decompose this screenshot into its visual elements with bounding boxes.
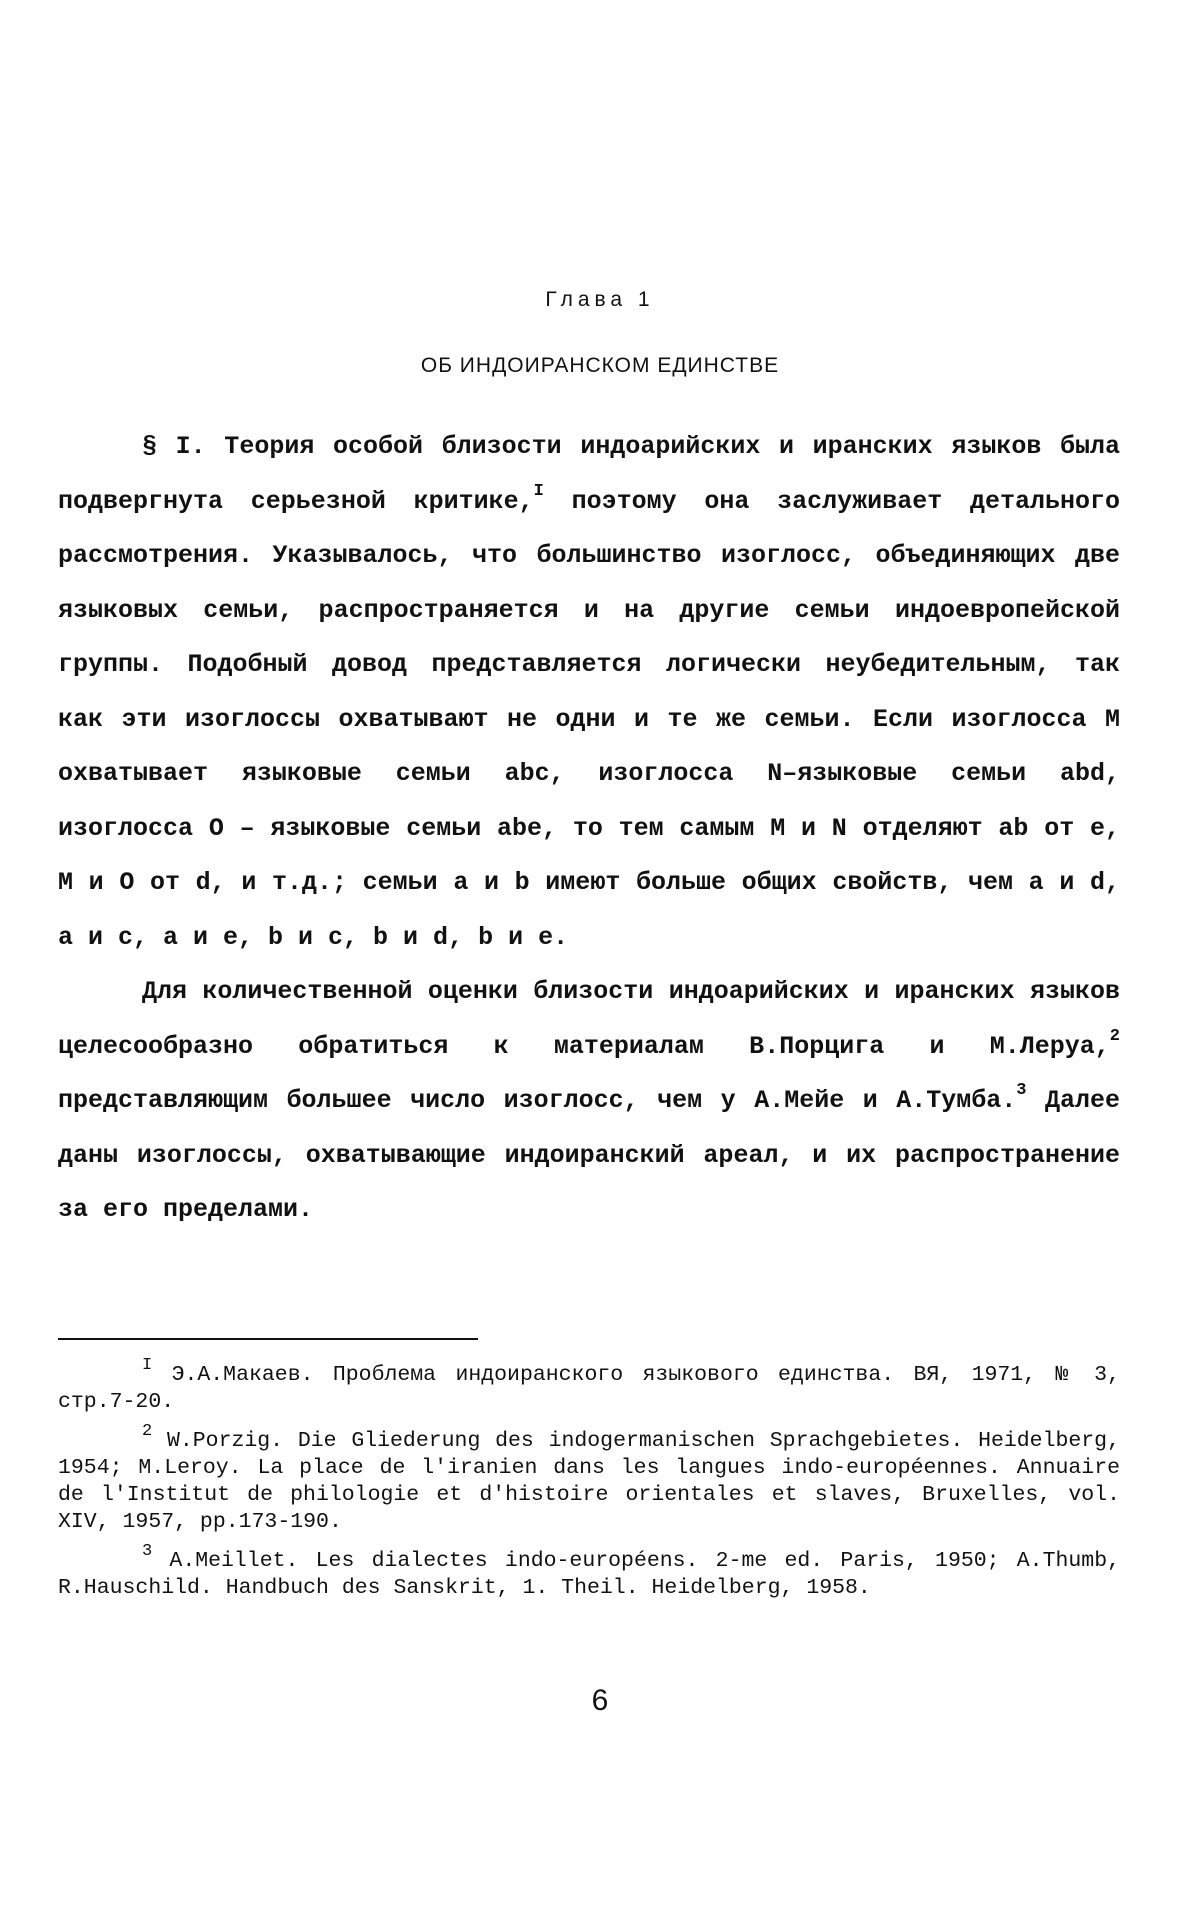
paragraph-1 <box>58 420 1120 965</box>
body-text <box>58 420 1120 1238</box>
footnote-2 <box>58 1422 1120 1536</box>
footnotes <box>58 1356 1120 1614</box>
paragraph-2-text-c: Далее даны изоглоссы, охватывающие индоиранский ареал, и их распространение за его пределами. <box>58 1086 1120 1224</box>
chapter-label: Глава 1 <box>545 288 655 311</box>
paragraph-2 <box>58 965 1120 1238</box>
paragraph-1-text-a: § I. Теория особой близости индоарийских и иранских языков была подвергнута серьезной критике, <box>58 432 1120 516</box>
footnote-text: Э.А.Макаев. Проблема индоиранского языкового единства. ВЯ, 1971, № 3, стр.7-20. <box>58 1363 1120 1414</box>
page-number: 6 <box>591 1684 609 1717</box>
footnote-1 <box>58 1356 1120 1416</box>
footnote-mark: 2 <box>142 1422 153 1441</box>
paragraph-2-text-a: Для количественной оценки близости индоарийских и иранских языков целесообразно обратиться к материалам В.Порцига и М.Леруа, <box>58 977 1120 1061</box>
paragraph-2-text-b: представляющим большее число изоглосс, чем у А.Мейе и А.Тумба. <box>58 1086 1017 1115</box>
footnote-text: A.Meillet. Les dialectes indo-européens. 2-me ed. Paris, 1950; A.Thumb, R.Hauschild. Handbuch des Sanskrit, 1. Theil. Heidelberg, 1958. <box>58 1549 1120 1600</box>
footnote-mark: I <box>142 1356 153 1375</box>
footnote-3 <box>58 1542 1120 1602</box>
footnote-text: W.Porzig. Die Gliederung des indogermanischen Sprachgebietes. Heidelberg, 1954; M.Leroy. La place de l'iranien dans les langues indo-européennes. Annuaire de l'Institut de philologie et d'histoire orientales et slaves, Bruxelles, vol. XIV, 1957, pp.173-190. <box>58 1429 1120 1534</box>
footnote-divider <box>58 1338 478 1340</box>
chapter-title: ОБ ИНДОИРАНСКОМ ЕДИНСТВЕ <box>420 354 780 377</box>
footnote-mark: 3 <box>142 1542 153 1561</box>
footnote-ref-1: I <box>533 481 544 501</box>
footnote-ref-2: 2 <box>1109 1026 1120 1046</box>
footnote-ref-3: 3 <box>1016 1081 1027 1100</box>
paragraph-1-text-b: поэтому она заслуживает детального рассмотрения. Указывалось, что большинство изоглосс, объединяющих две языковых семьи, распространяется и на другие семьи индоевропейской группы. Подобный довод представляется логически неубедительным, так как эти изоглоссы охватывают не одни и те же семьи. Если изоглосса M охватывает языковые семьи abc, изоглосса N–языковые семьи abd, изоглосса O – языковые семьи abe, то тем самым M и N отделяют ab от e, M и O от d, и т.д.; семьи a и b имеют больше общих свойств, чем a и d, a и c, a и e, b и c, b и d, b и e. <box>58 486 1120 952</box>
